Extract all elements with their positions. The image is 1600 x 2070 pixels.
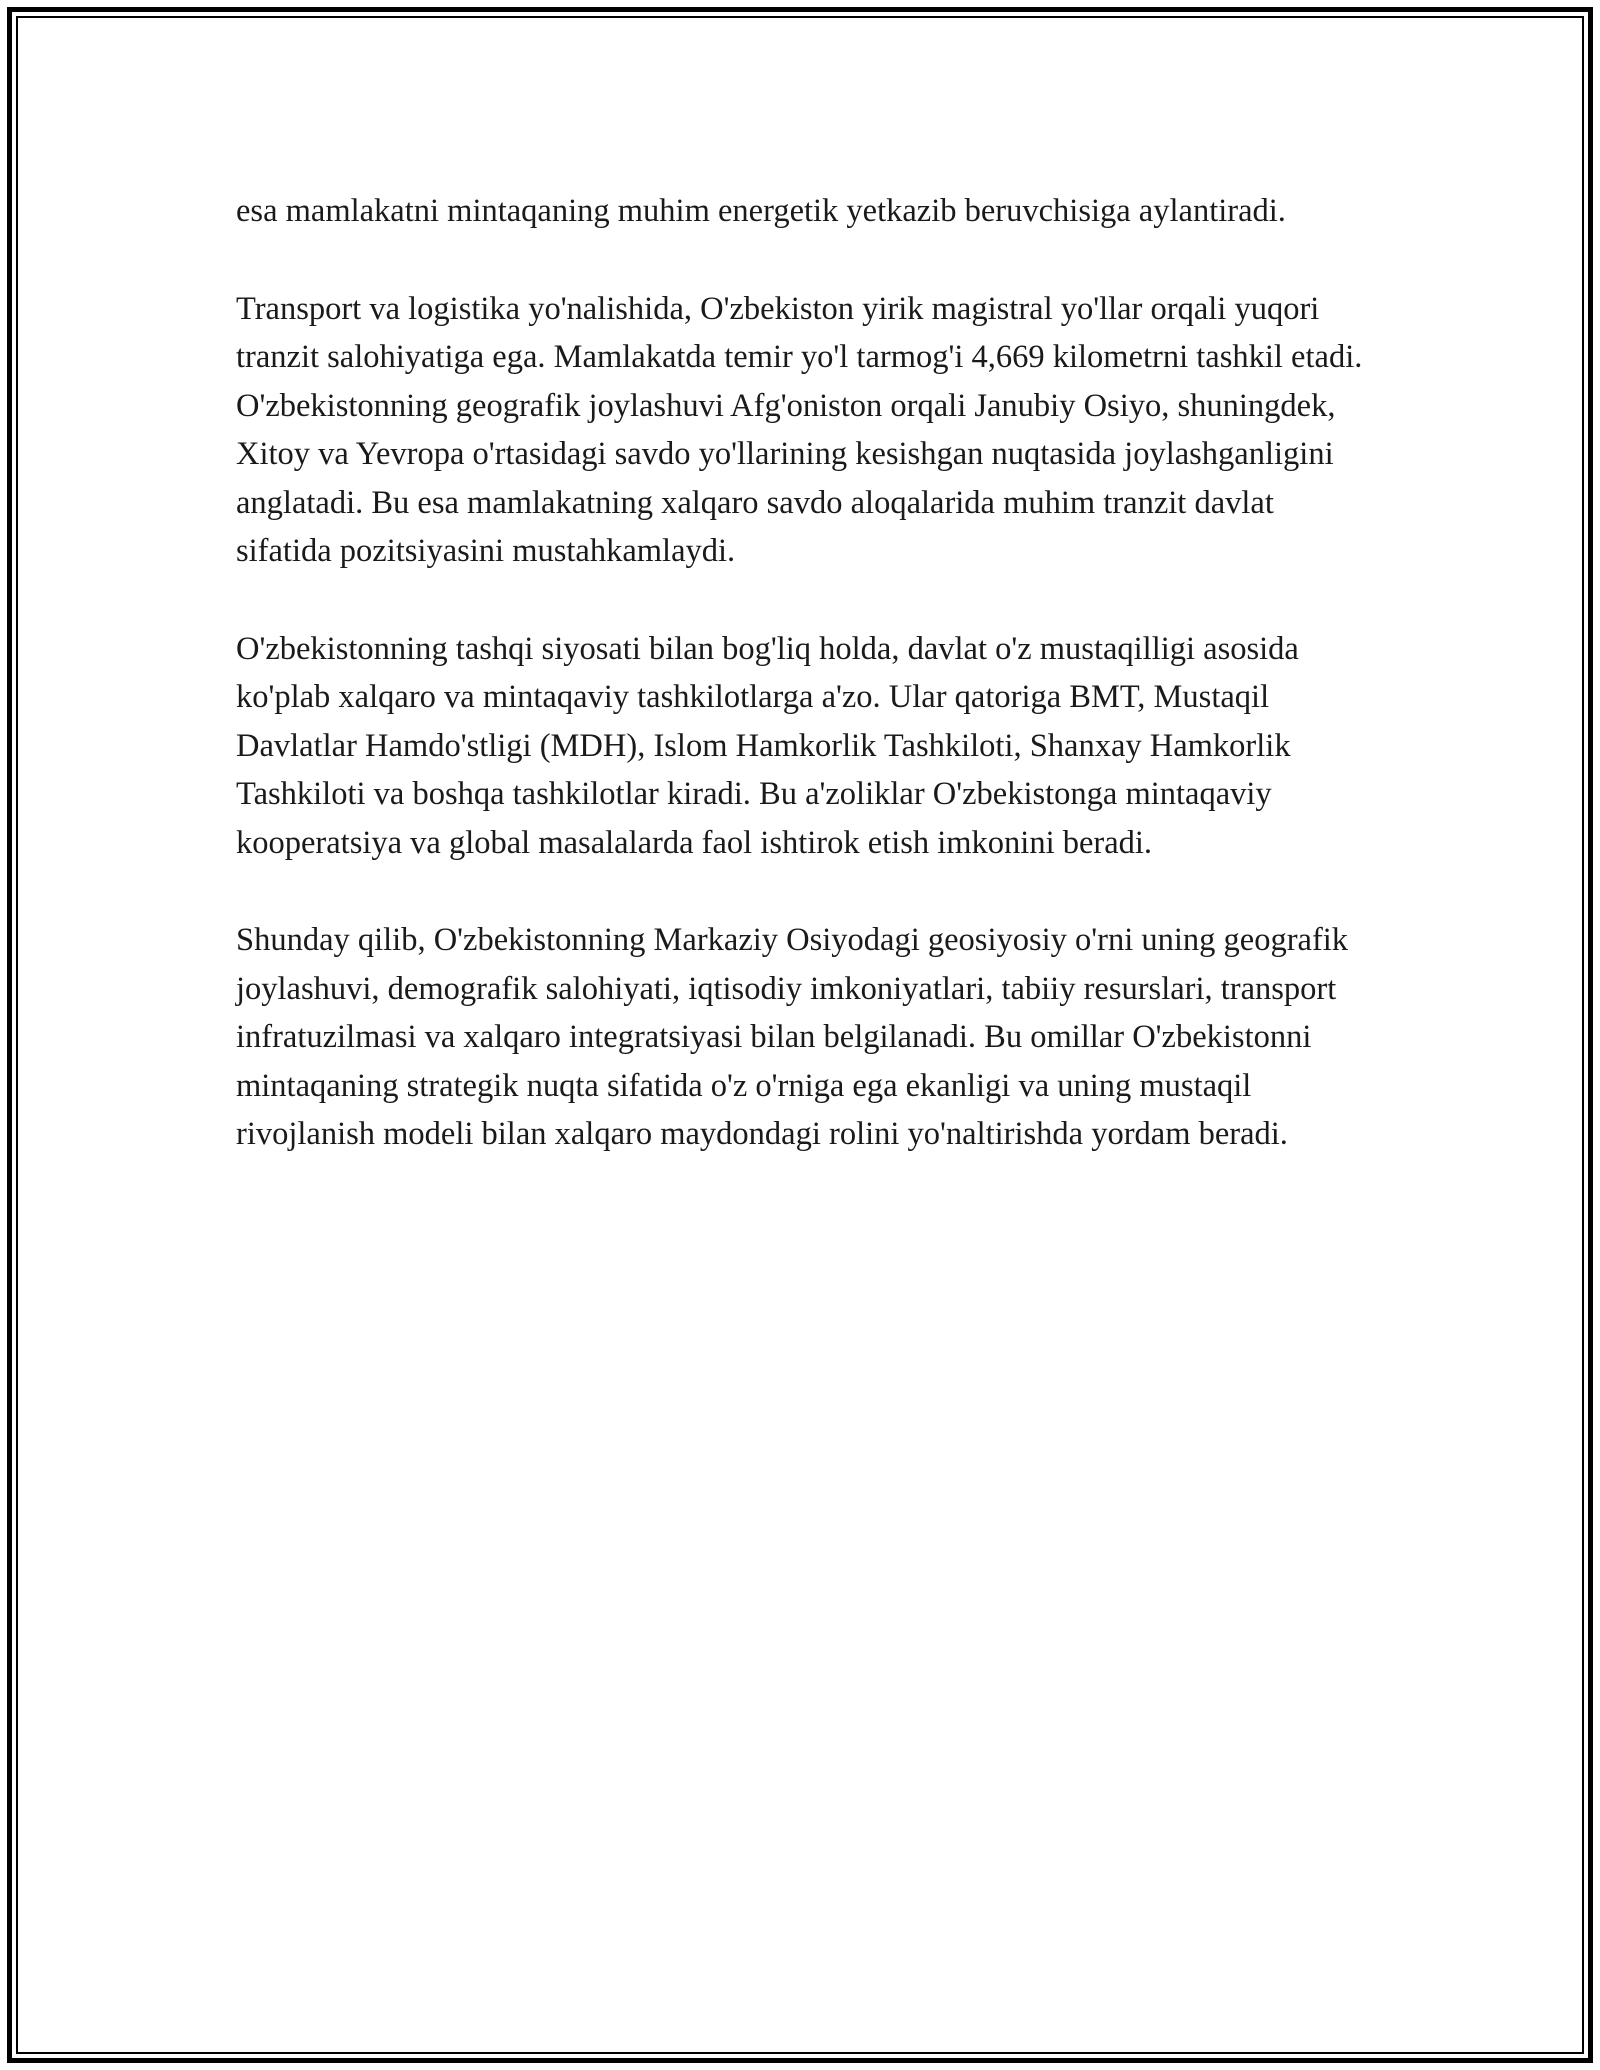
paragraph-energy-continuation: esa mamlakatni mintaqaning muhim energetik yetkazib beruvchisiga aylantiradi. xyxy=(236,193,1286,229)
paragraph-foreign-policy: O'zbekistonning tashqi siyosati bilan bog'liq holda, davlat o'z mustaqilligi asosida ko'plab xalqaro va mintaqaviy tashkilotlarga a'zo. Ular qatoriga BMT, Mustaqil Davlatlar Hamdo'stligi (MDH), Islom Hamkorlik Tashkiloti, Shanxay Hamkorlik Tashkiloti va boshqa tashkilotlar kiradi. Bu a'zoliklar O'zbekistonga mintaqaviy kooperatsiya va global masalalarda faol ishtirok etish imkonini beradi. xyxy=(236,630,1299,861)
paragraph-transport-logistics: Transport va logistika yo'nalishida, O'zbekiston yirik magistral yo'llar orqali yuqori tranzit salohiyatiga ega. Mamlakatda temir yo'l tarmog'i 4,669 kilometrni tashkil etadi. O'zbekistonning geografik joylashuvi Afg'oniston orqali Janubiy Osiyo, shuningdek, Xitoy va Yevropa o'rtasidagi savdo yo'llarining kesishgan nuqtasida joylashganligini anglatadi. Bu esa mamlakatning xalqaro savdo aloqalarida muhim tranzit davlat sifatida pozitsiyasini mustahkamlaydi. xyxy=(236,290,1363,569)
document-body xyxy=(236,187,1376,1208)
paragraph-conclusion: Shunday qilib, O'zbekistonning Markaziy Osiyodagi geosiyosiy o'rni uning geografik joylashuvi, demografik salohiyati, iqtisodiy imkoniyatlari, tabiiy resurslari, transport infratuzilmasi va xalqaro integratsiyasi bilan belgilanadi. Bu omillar O'zbekistonni mintaqaning strategik nuqta sifatida o'z o'rniga ega ekanligi va uning mustaqil rivojlanish modeli bilan xalqaro maydondagi rolini yo'naltirishda yordam beradi. xyxy=(236,922,1349,1152)
